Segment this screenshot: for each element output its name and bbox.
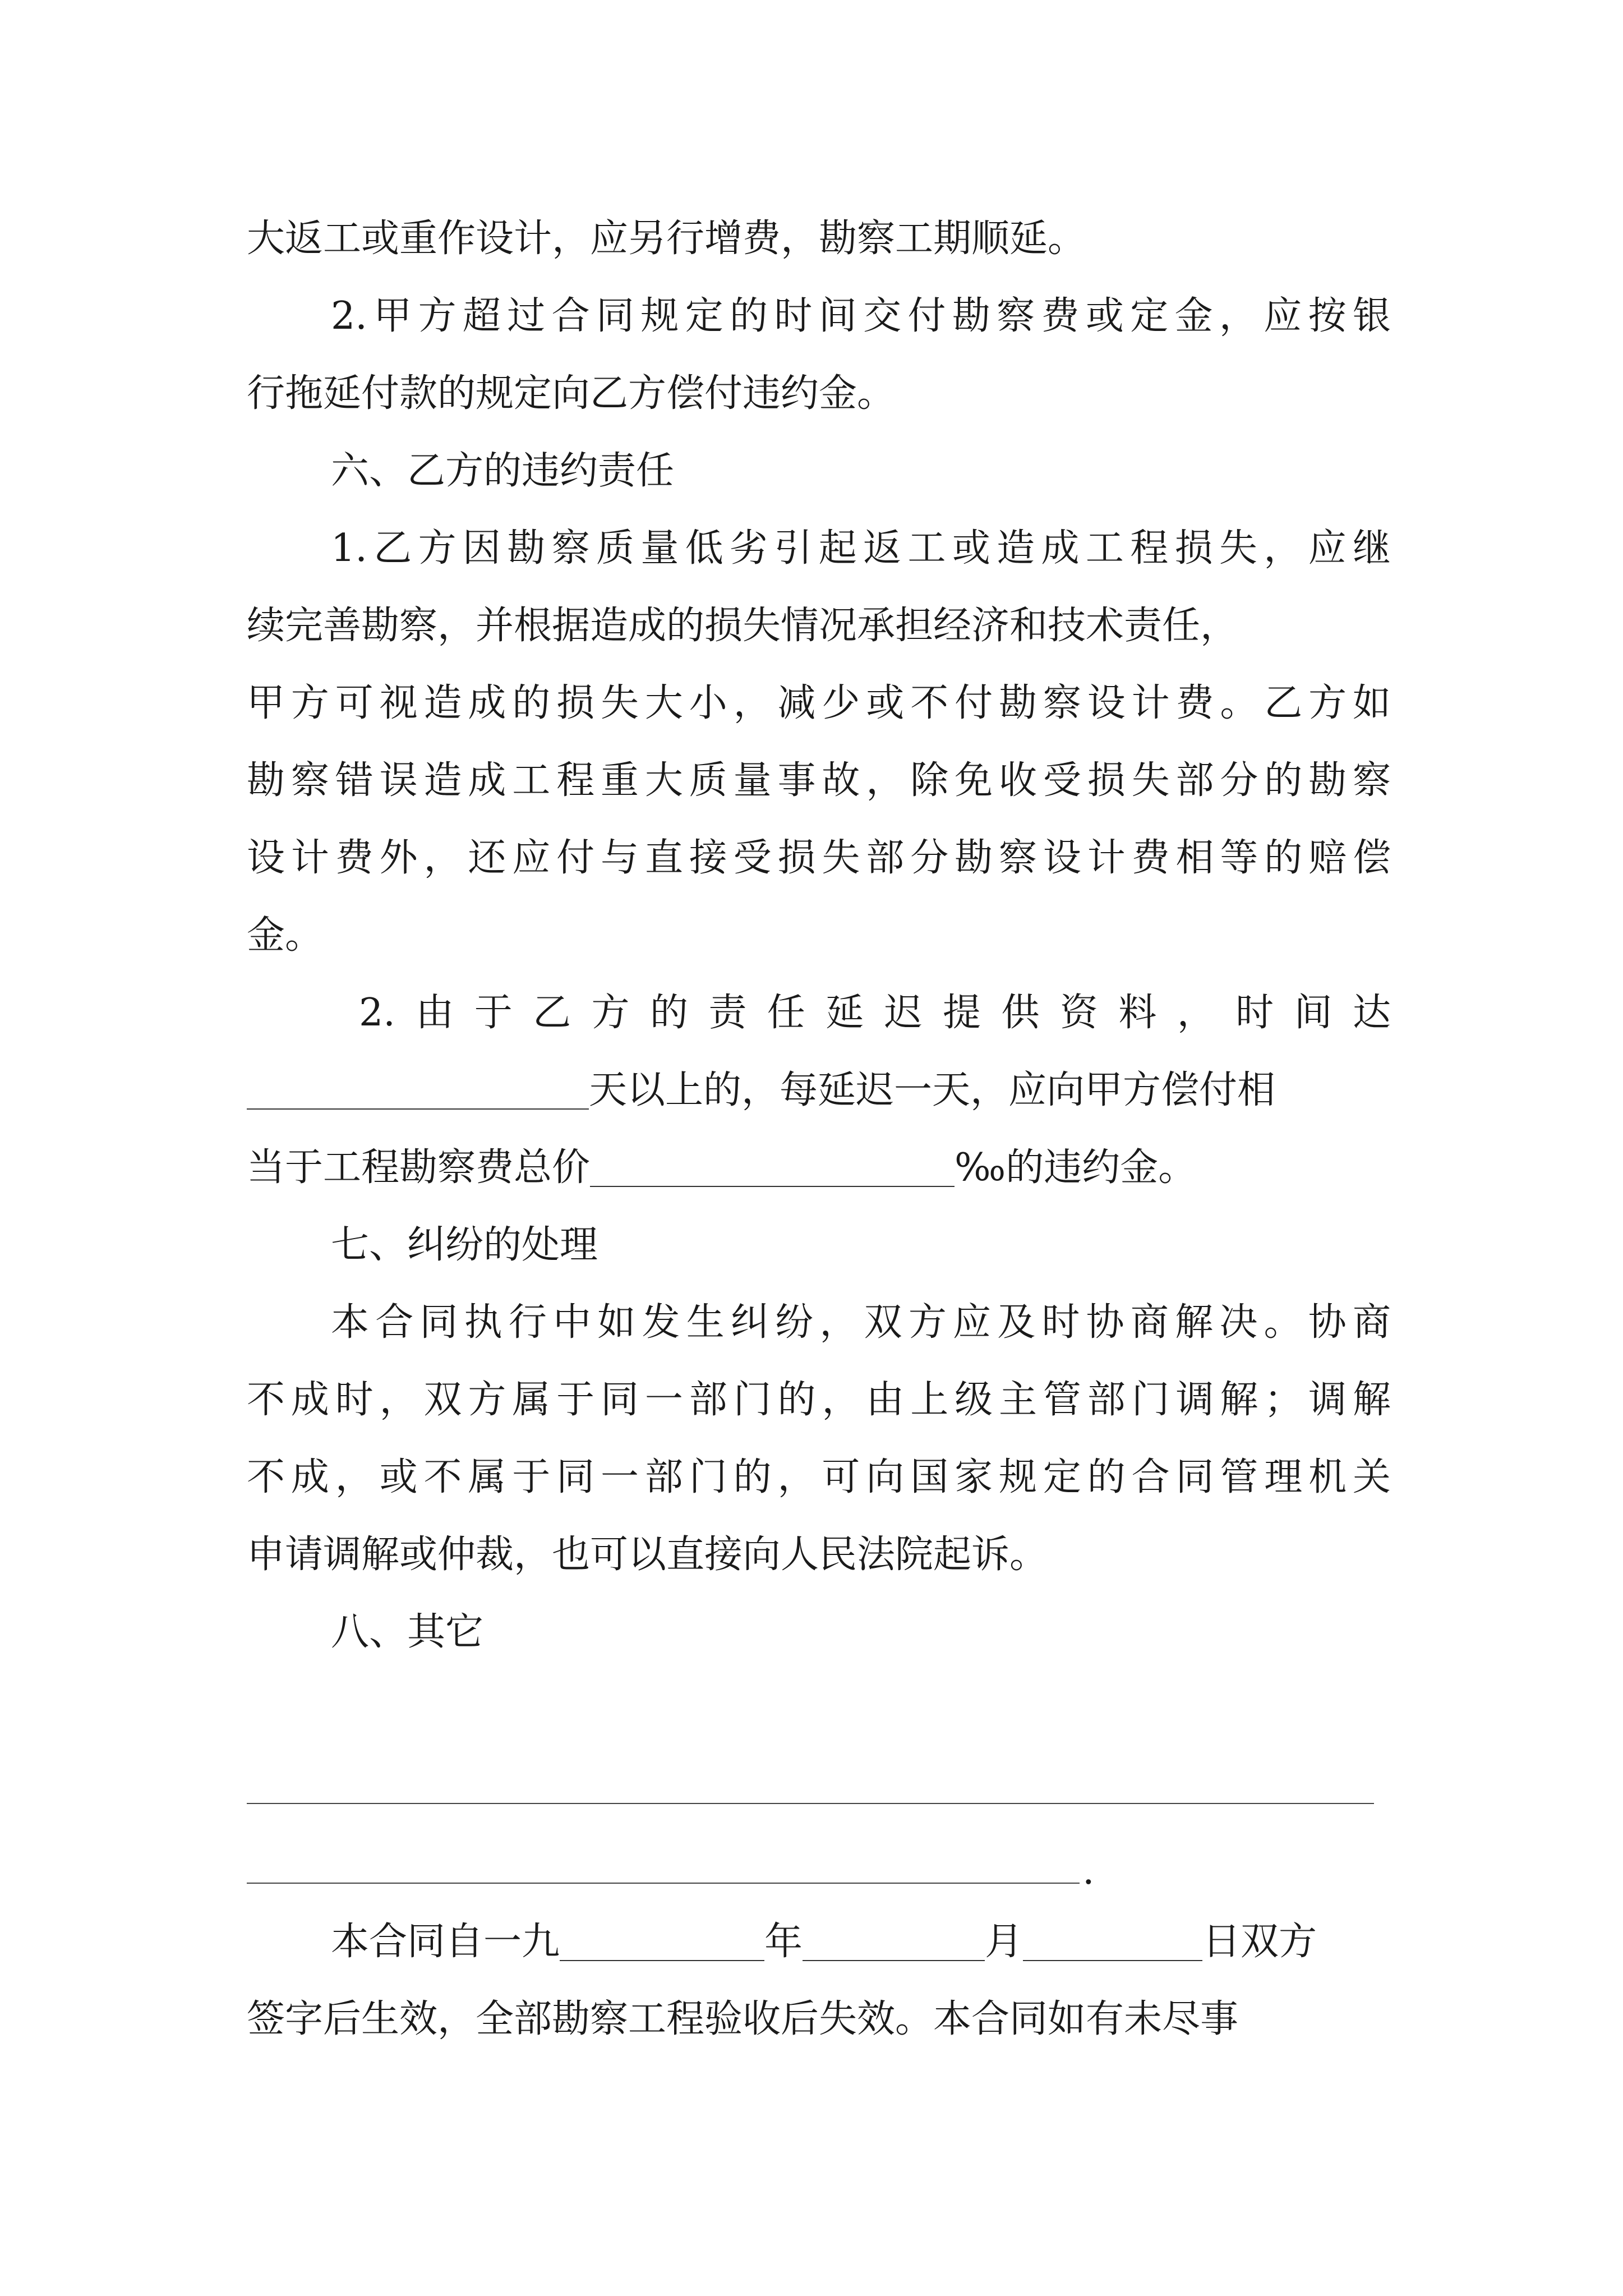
fill-in-blank-year[interactable] (560, 1926, 764, 1961)
section-heading: 六、乙方的违约责任 (331, 449, 675, 493)
text-segment: 日双方 (1202, 1920, 1317, 1964)
text-segment: ‰的违约金。 (955, 1145, 1197, 1190)
section-heading: 八、其它 (331, 1610, 484, 1654)
paragraph-line: 本合同执行中如发生纠纷，双方应及时协商解决。协商 (331, 1300, 1391, 1345)
text-segment: 本合同自一九 (331, 1920, 560, 1964)
paragraph-line: 1.乙方因勘察质量低劣引起返工或造成工程损失，应继 (331, 526, 1391, 570)
period-mark: . (1082, 1849, 1095, 1893)
paragraph-line: 不成，或不属于同一部门的，可向国家规定的合同管理机关 (247, 1455, 1391, 1499)
section-heading: 七、纠纷的处理 (331, 1223, 598, 1267)
paragraph-line: 续完善勘察，并根据造成的损失情况承担经济和技术责任， (247, 604, 1239, 648)
fill-in-line[interactable] (247, 1803, 1374, 1804)
fill-in-blank-days[interactable] (247, 1075, 589, 1110)
paragraph-line: 甲方可视造成的损失大小，减少或不付勘察设计费。乙方如 (247, 681, 1391, 725)
paragraph-line: 勘察错误造成工程重大质量事故，除免收受损失部分的勘察 (247, 758, 1391, 803)
paragraph-line: 行拖延付款的规定向乙方偿付违约金。 (247, 371, 896, 416)
fill-in-blank-percent[interactable] (590, 1152, 955, 1187)
paragraph-line: 2.甲方超过合同规定的时间交付勘察费或定金，应按银 (331, 294, 1391, 338)
paragraph-line: 申请调解或仲裁，也可以直接向人民法院起诉。 (247, 1533, 1048, 1577)
fill-in-blank-month[interactable] (803, 1926, 985, 1961)
text-segment: 月 (985, 1920, 1023, 1964)
text-segment: 当于工程勘察费总价 (247, 1145, 591, 1190)
paragraph-line (247, 1920, 1391, 1964)
paragraph-line: 签字后生效，全部勘察工程验收后失效。本合同如有未尽事 (247, 1997, 1239, 2041)
paragraph-line: 设计费外，还应付与直接受损失部分勘察设计费相等的赔偿 (247, 836, 1391, 880)
paragraph-line: 金。 (247, 913, 324, 958)
text-segment: 天以上的，每延迟一天，应向甲方偿付相 (589, 1068, 1276, 1112)
paragraph-line: 大返工或重作设计，应另行增费，勘察工期顺延。 (247, 217, 1086, 261)
paragraph-line (247, 1068, 1391, 1112)
paragraph-line: 不成时，双方属于同一部门的，由上级主管部门调解；调解 (247, 1378, 1391, 1422)
fill-in-blank-day[interactable] (1023, 1926, 1202, 1961)
paragraph-line: 2.由于乙方的责任延迟提供资料，时间达 (359, 991, 1391, 1035)
text-segment: 年 (764, 1920, 803, 1964)
paragraph-line (247, 1145, 1391, 1190)
fill-in-line[interactable] (247, 1883, 1080, 1884)
